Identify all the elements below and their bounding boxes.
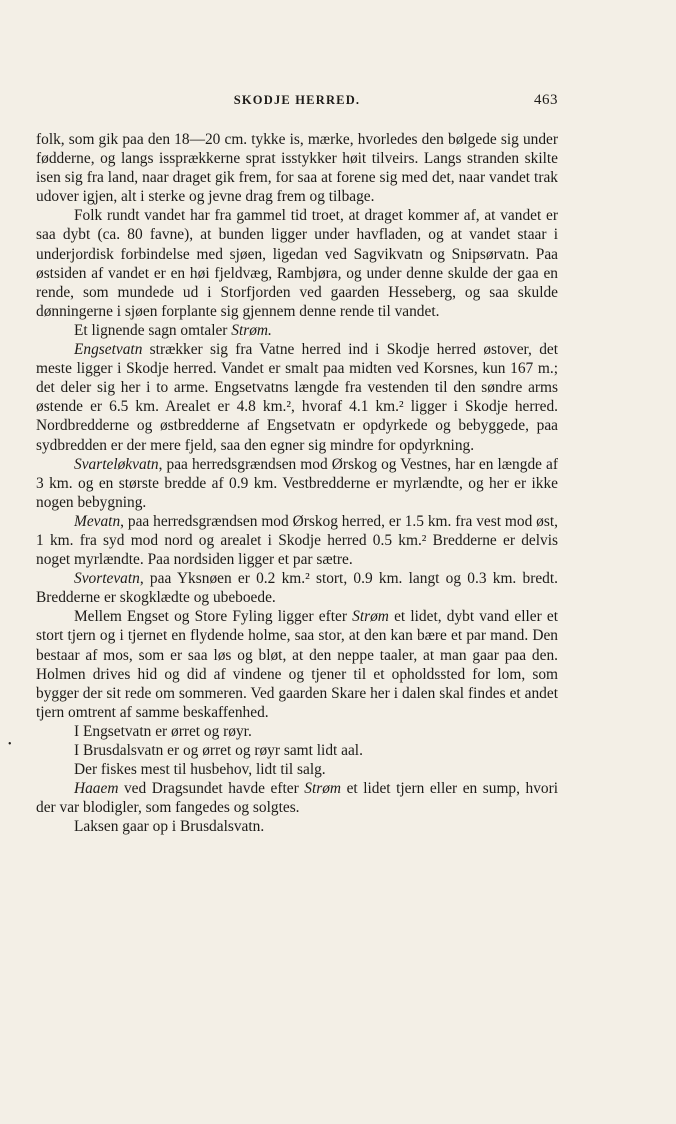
text-run: et lidet, dybt vand eller et stort tjern og i tjernet en flydende holme, saa stor, at den kan bære et par mand. Den bestaar af mos, som er saa løs og bløt, at den neppe taaler, at man gaar paa den. Holmen drives hid og did af vindene og tjener til et opholdssted for lom, som bygger der sit rede om sommeren. Ved gaarden Skare her i dalen skal findes et andet tjern omtrent af samme beskaffenhed.: [36, 608, 558, 721]
text-run: , paa herredsgrændsen mod Ørskog og Vestnes, har en længde af 3 km. og en største bredde af 0.9 km. Vestbredderne er myrlændte, og her er ikke nogen bebygning.: [36, 455, 558, 511]
text-run: Der fiskes mest til husbehov, lidt til salg.: [74, 761, 326, 779]
italic-run: Strøm: [304, 780, 342, 798]
paragraph: [74, 741, 558, 760]
paragraph: [36, 206, 558, 321]
text-run: Folk rundt vandet har fra gammel tid troet, at draget kommer af, at vandet er saa dybt (ca. 80 favne), at bunden ligger under havfladen, og at vandet staar i underjordisk forbindelse med sjøen, ligedan ved Sagvikvatn og Snipsørvatn. Paa østsiden af vandet er en høi fjeldvæg, Rambjøra, og under denne skulde der gaa en rende, som mundede ud i Storfjorden ved gaarden Hesseberg, og saa skulde dønningerne i sjøen forplante sig gjennem denne rende til vandet.: [36, 207, 558, 320]
text-run: et lidet tjern eller en sump, hvori der var blodigler, som fangedes og solgtes.: [36, 780, 558, 817]
paragraph: [36, 340, 558, 455]
italic-run: Strøm: [352, 608, 389, 626]
italic-run: Engsetvatn: [74, 341, 143, 359]
text-run: strækker sig fra Vatne herred ind i Skodje herred østover, det meste ligger i Skodje herred. Vandet er smalt paa midten ved Korsnes, kun 167 m.; det deler sig her i to arme. Engsetvatns længde fra vestenden til den søndre arms østende er 6.5 km. Arealet er 4.8 km.², hvoraf 4.1 km.² ligger i Skodje herred. Nordbredderne og østbredderne af Engsetvatn er opdyrkede og bebyggede, paa sydbredden er der mere fjeld, saa den egner sig mindre for opdyrkning.: [36, 341, 558, 454]
text-run: Mellem Engset og Store Fyling ligger efter: [74, 608, 353, 626]
page-number: 463: [534, 92, 558, 108]
paragraph: [36, 321, 558, 340]
text-run: I Brusdalsvatn er og ørret og røyr samt lidt aal.: [74, 742, 363, 759]
paragraph: [36, 817, 558, 836]
text-run: folk, som gik paa den 18—20 cm. tykke is, mærke, hvorledes den bølgede sig under fødderne, og langs issprækkerne sprat isstykker høit tilveirs. Langs stranden skilte isen sig fra land, naar draget gik frem, for saa at forene sig med det, naar vandet trak udover igjen, alt i sterke og jevne drag frem og tilbage.: [36, 131, 558, 206]
running-head: SKODJE HERRED.: [233, 93, 361, 107]
text-run: Et lignende sagn omtaler: [74, 321, 232, 339]
text-run: ved Dragsundet havde efter: [118, 780, 305, 798]
text-run: Laksen gaar op i Brusdalsvatn.: [74, 818, 265, 836]
italic-run: Mevatn: [74, 512, 121, 530]
text-run: , paa Yksnøen er 0.2 km.² stort, 0.9 km. langt og 0.3 km. bredt. Bredderne er skogklædte og ubeboede.: [36, 570, 558, 607]
italic-run: Haaem: [74, 780, 119, 798]
body-text: [36, 130, 558, 836]
paragraph: [36, 130, 558, 206]
paragraph: [36, 512, 558, 569]
margin-mark: •: [8, 739, 12, 750]
text-run: I Engsetvatn er ørret og røyr.: [74, 722, 252, 740]
paragraph: [36, 455, 558, 512]
paragraph: [74, 722, 558, 741]
paragraph: [36, 779, 558, 817]
paragraph: [36, 607, 558, 722]
italic-run: Svortevatn: [74, 570, 140, 588]
italic-run: Strøm.: [231, 321, 272, 339]
paragraph: [36, 569, 558, 607]
paragraph: [74, 760, 558, 779]
italic-run: Svarteløkvatn: [74, 455, 159, 473]
page-header: [36, 93, 558, 113]
text-run: , paa herredsgrændsen mod Ørskog herred, er 1.5 km. fra vest mod øst, 1 km. fra syd mod nord og arealet i Skodje herred 0.5 km.² Bredderne er delvis noget myrlændte. Paa nordsiden ligger et par sætre.: [36, 512, 558, 569]
